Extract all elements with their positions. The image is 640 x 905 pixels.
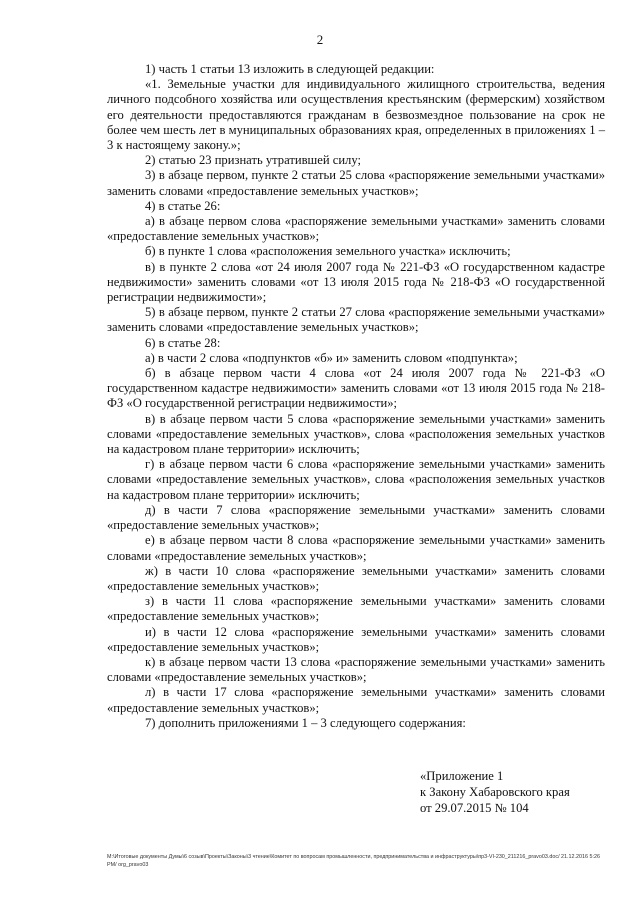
- paragraph: в) в пункте 2 слова «от 24 июля 2007 года № 221-ФЗ «О государственном кадастре недвижимости» заменить словами «от 13 июля 2015 года № 218-ФЗ «О государственной регистрации недвижимости»;: [107, 259, 605, 305]
- paragraph: и) в части 12 слова «распоряжение земельными участками» заменить словами «предоставление земельных участков»;: [107, 624, 605, 654]
- paragraph: к) в абзаце первом части 13 слова «распоряжение земельными участками» заменить словами «предоставление земельных участков»;: [107, 654, 605, 685]
- paragraph: г) в абзаце первом части 6 слова «распоряжение земельными участками» заменить словами «предоставление земельных участков», слова «расположения земельных участков на кадастровом плане территории» исключить;: [107, 457, 605, 502]
- document-body: [107, 62, 605, 731]
- paragraph: д) в части 7 слова «распоряжение земельными участками» заменить словами «предоставление земельных участков»;: [107, 502, 605, 533]
- paragraph: б) в пункте 1 слова «расположения земельного участка» исключить;: [145, 244, 511, 259]
- paragraph: а) в части 2 слова «подпунктов «б» и» заменить словом «подпункта»;: [145, 350, 518, 365]
- paragraph: 5) в абзаце первом, пункте 2 статьи 27 слова «распоряжение земельными участками» заменить словами «предоставление земельных участков»;: [107, 305, 605, 335]
- appendix-title: «Приложение 1: [420, 769, 504, 783]
- paragraph: е) в абзаце первом части 8 слова «распоряжение земельными участками» заменить словами «предоставление земельных участков»;: [107, 533, 605, 563]
- paragraph: а) в абзаце первом слова «распоряжение земельными участками» заменить словами «предоставление земельных участков»;: [107, 214, 605, 244]
- paragraph: 6) в статье 28:: [145, 335, 221, 350]
- page-number: 2: [316, 32, 324, 47]
- paragraph: 2) статью 23 признать утратившей силу;: [145, 153, 361, 168]
- paragraph: б) в абзаце первом части 4 слова «от 24 июля 2007 года № 221-ФЗ «О государственном кадастре недвижимости» заменить словами «от 13 июля 2015 года № 218-ФЗ «О государственной регистрации недвижимости»;: [107, 366, 605, 411]
- appendix-header: [420, 768, 620, 816]
- paragraph: 1) часть 1 статьи 13 изложить в следующей редакции:: [145, 62, 435, 76]
- paragraph: 3) в абзаце первом, пункте 2 статьи 25 слова «распоряжение земельными участками» заменить словами «предоставление земельных участков»;: [107, 168, 605, 198]
- paragraph: «1. Земельные участки для индивидуального жилищного строительства, ведения личного подсобного хозяйства или осуществления крестьянским (фермерским) хозяйством его деятельности предоставляются гражданам в безвозмездное пользование на срок не более чем шесть лет в муниципальных образованиях края, определенных в приложениях 1 – 3 к настоящему закону.»;: [107, 77, 605, 153]
- paragraph: з) в части 11 слова «распоряжение земельными участками» заменить словами «предоставление земельных участков»;: [107, 594, 605, 624]
- appendix-law-reference: к Закону Хабаровского края: [420, 785, 570, 799]
- paragraph: ж) в части 10 слова «распоряжение земельными участками» заменить словами «предоставление земельных участков»;: [107, 563, 605, 593]
- paragraph: 4) в статье 26:: [145, 198, 221, 213]
- file-path-footer: M:\Итоговые документы Думы\6 созыв\Проекты\Законы\3 чтение\Комитет по вопросам промышленности, предпринимательства и инфраструктуры\пр3-VI-230_211216_pravo03.doc/ 21.12.2016 5:26 PM/ org_pravo03: [107, 854, 601, 868]
- paragraph: л) в части 17 слова «распоряжение земельными участками» заменить словами «предоставление земельных участков»;: [107, 685, 605, 715]
- paragraph: в) в абзаце первом части 5 слова «распоряжение земельными участками» заменить словами «предоставление земельных участков», слова «расположения земельных участков на кадастровом плане территории» исключить;: [107, 411, 605, 457]
- paragraph: 7) дополнить приложениями 1 – 3 следующего содержания:: [145, 715, 466, 730]
- appendix-date-number: от 29.07.2015 № 104: [420, 801, 529, 815]
